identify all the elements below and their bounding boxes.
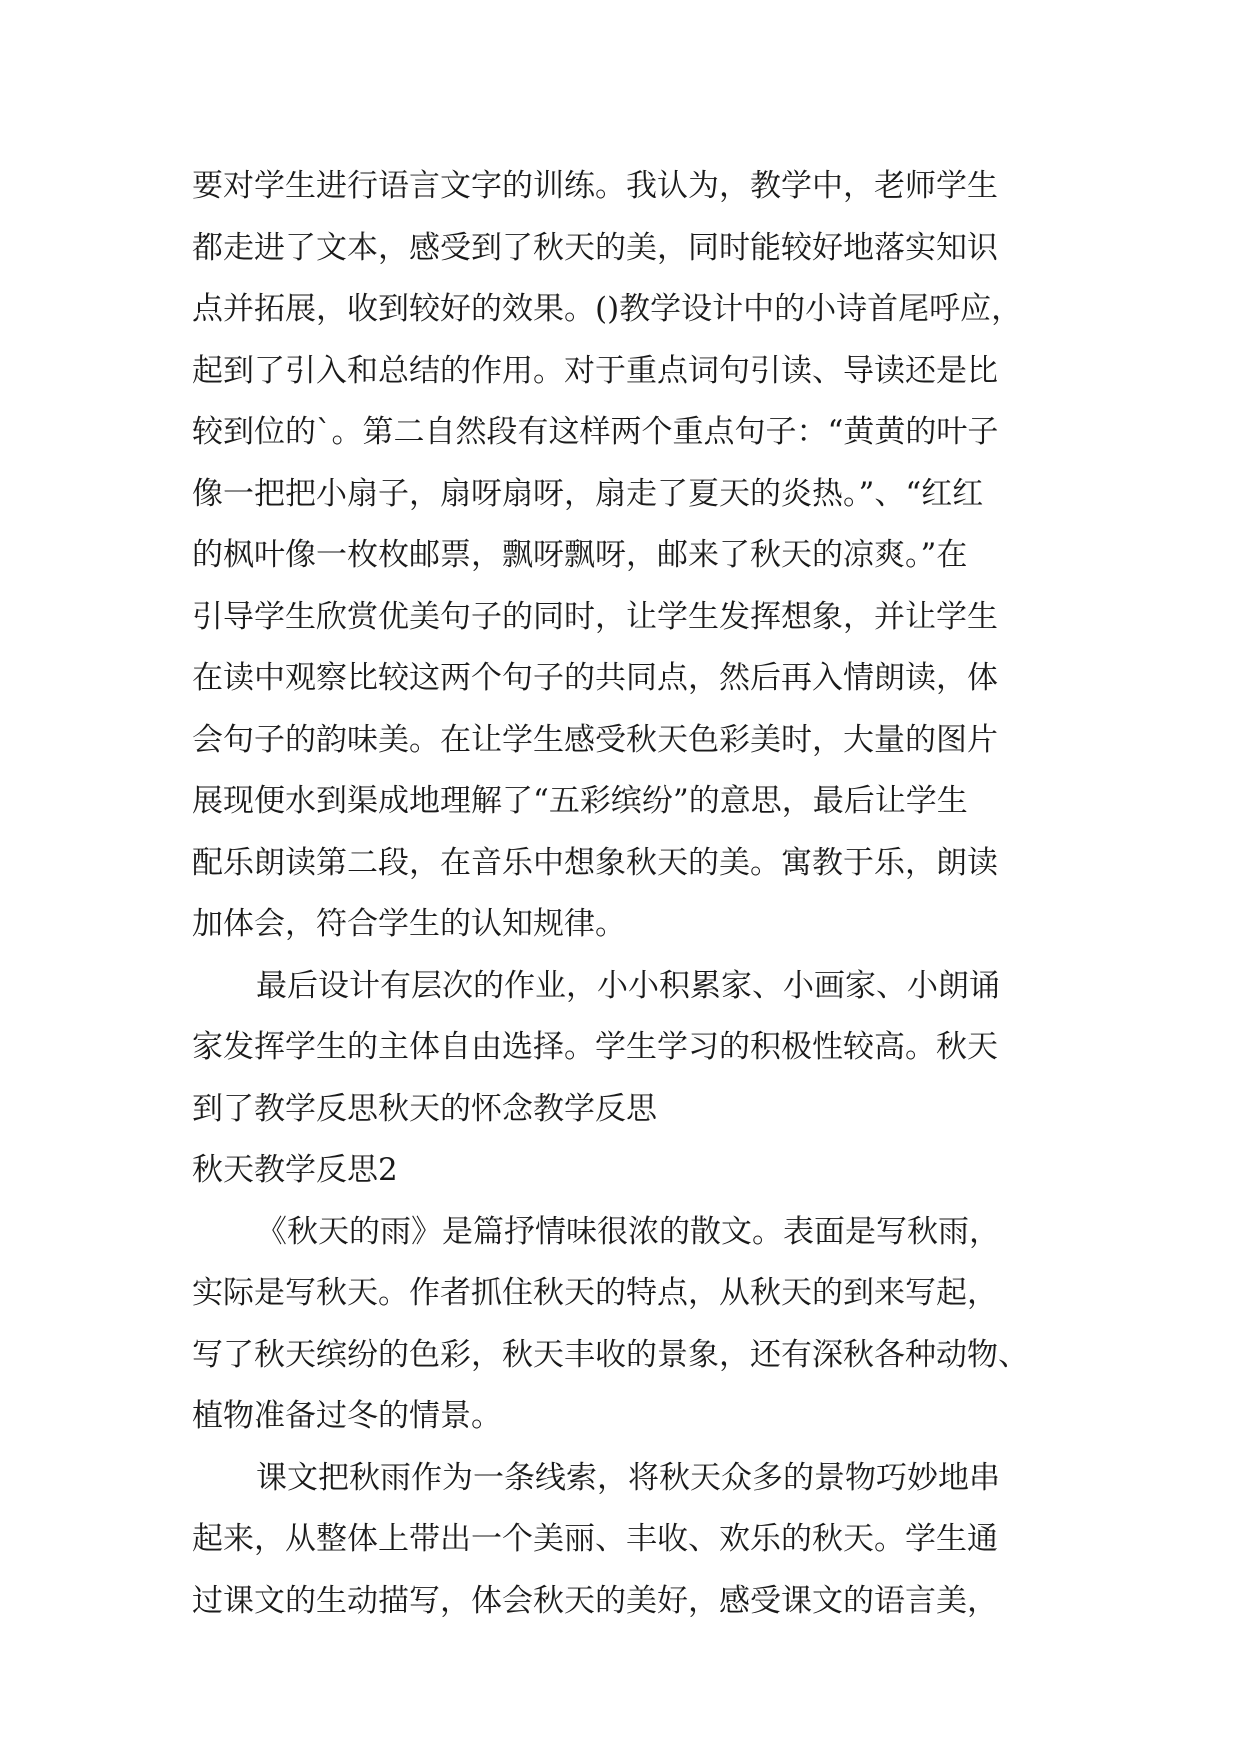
text-line: 加体会，符合学生的认知规律。	[192, 906, 626, 942]
text-line: 写了秋天缤纷的色彩，秋天丰收的景象，还有深秋各种动物、	[192, 1336, 1029, 1373]
text-line: 引导学生欣赏优美句子的同时，让学生发挥想象，并让学生	[192, 598, 998, 635]
text-line: 植物准备过冬的情景。	[192, 1398, 502, 1434]
text-line: 会句子的韵味美。在让学生感受秋天色彩美时，大量的图片	[192, 721, 998, 758]
text-line: 起来，从整体上带出一个美丽、丰收、欢乐的秋天。学生通	[192, 1521, 998, 1557]
paragraph	[192, 1202, 1062, 1448]
text-line: 课文把秋雨作为一条线索，将秋天众多的景物巧妙地串	[256, 1459, 1000, 1496]
section-heading	[192, 1140, 1062, 1202]
text-line: 要对学生进行语言文字的训练。我认为，教学中，老师学生	[192, 168, 998, 204]
paragraph	[192, 156, 1062, 956]
paragraph	[192, 1448, 1062, 1633]
text-line: 家发挥学生的主体自由选择。学生学习的积极性较高。秋天	[192, 1029, 998, 1065]
text-line: 过课文的生动描写，体会秋天的美好，感受课文的语言美，	[192, 1582, 998, 1619]
text-line: 配乐朗读第二段，在音乐中想象秋天的美。寓教于乐，朗读	[192, 844, 998, 881]
text-line: 实际是写秋天。作者抓住秋天的特点，从秋天的到来写起，	[192, 1275, 998, 1311]
heading-line: 秋天教学反思2	[192, 1152, 398, 1188]
document-body	[192, 156, 1062, 1632]
text-line: 最后设计有层次的作业，小小积累家、小画家、小朗诵	[256, 967, 1000, 1004]
paragraph	[192, 956, 1062, 1141]
text-line: 展现便水到渠成地理解了“五彩缤纷”的意思，最后让学生	[192, 783, 968, 819]
text-line: 较到位的`。第二自然段有这样两个重点句子：“黄黄的叶子	[192, 414, 999, 450]
text-line: 在读中观察比较这两个句子的共同点，然后再入情朗读，体	[192, 660, 998, 696]
text-line: 像一把把小扇子，扇呀扇呀，扇走了夏天的炎热。”、“红红	[192, 475, 984, 512]
text-line: 起到了引入和总结的作用。对于重点词句引读、导读还是比	[192, 352, 998, 389]
text-line: 《秋天的雨》是篇抒情味很浓的散文。表面是写秋雨，	[256, 1213, 1000, 1250]
text-line: 都走进了文本，感受到了秋天的美，同时能较好地落实知识	[192, 229, 998, 266]
text-line: 点并拓展，收到较好的效果。()教学设计中的小诗首尾呼应，	[192, 291, 1023, 327]
text-line: 到了教学反思秋天的怀念教学反思	[192, 1090, 657, 1127]
text-line: 的枫叶像一枚枚邮票，飘呀飘呀，邮来了秋天的凉爽。”在	[192, 537, 968, 573]
